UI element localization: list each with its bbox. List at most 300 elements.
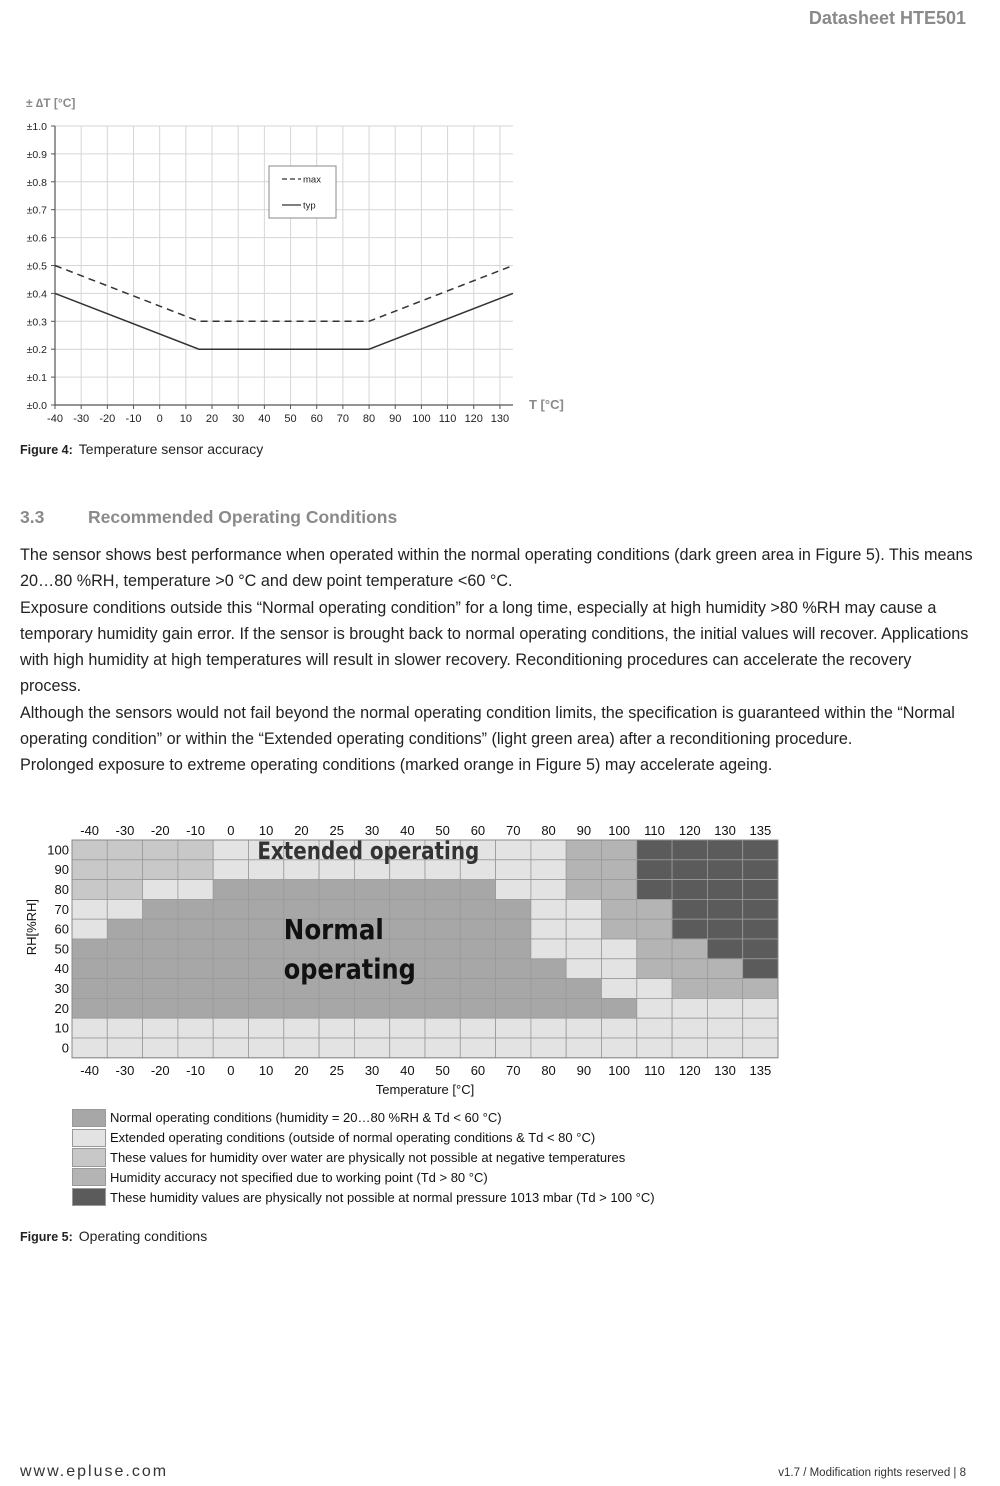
legend-swatch — [72, 1188, 106, 1206]
heatmap-cell — [531, 899, 566, 919]
heatmap-cell — [249, 880, 284, 900]
heatmap-cell — [672, 979, 707, 999]
annotation-normal: Normal — [283, 913, 384, 946]
y-tick-label: ±1.0 — [26, 121, 47, 133]
x-tick-label-bottom: 25 — [329, 1062, 344, 1078]
heatmap-cell — [178, 1038, 213, 1058]
heatmap-cell — [284, 1018, 319, 1038]
x-tick-label-top: -10 — [186, 823, 205, 838]
heatmap-cell — [602, 919, 637, 939]
x-tick-label-bottom: -20 — [150, 1062, 170, 1078]
heatmap-cell — [496, 899, 531, 919]
heatmap-cell — [143, 998, 178, 1018]
chart-legend — [269, 166, 336, 218]
x-tick-label: 100 — [412, 413, 431, 425]
x-tick-label-top: 40 — [400, 823, 415, 838]
heatmap-cell — [707, 1018, 742, 1038]
heatmap-cell — [602, 979, 637, 999]
heatmap-cell — [743, 939, 778, 959]
y-tick-label: 40 — [54, 961, 69, 977]
heatmap-cell — [637, 899, 672, 919]
heatmap-cell — [531, 1018, 566, 1038]
heatmap-cell — [425, 959, 460, 979]
x-tick-label-bottom: -30 — [115, 1062, 135, 1078]
heatmap-cell — [143, 880, 178, 900]
legend-label-typ: typ — [303, 200, 316, 212]
x-tick-label: 10 — [179, 413, 192, 425]
heatmap-cell — [496, 919, 531, 939]
legend-label: These values for humidity over water are physically not possible at negative temperatures — [110, 1149, 626, 1165]
heatmap-cell — [319, 880, 354, 900]
heatmap-cell — [637, 860, 672, 880]
heatmap-cell — [743, 1018, 778, 1038]
legend-label-max: max — [303, 174, 321, 186]
heatmap-cell — [637, 979, 672, 999]
heatmap-cell — [425, 899, 460, 919]
x-tick-label-top: 135 — [749, 823, 772, 838]
heatmap-cell — [531, 1038, 566, 1058]
heatmap-cell — [107, 979, 142, 999]
heatmap-cell — [707, 919, 742, 939]
heatmap-cell — [213, 979, 248, 999]
heatmap-cell — [390, 998, 425, 1018]
heatmap-cell — [72, 880, 107, 900]
heatmap-cell — [637, 1018, 672, 1038]
heatmap-cell — [531, 880, 566, 900]
y-tick-label: 10 — [54, 1020, 69, 1036]
x-tick-label-top: 0 — [227, 823, 235, 838]
legend-item — [72, 1108, 655, 1128]
y-tick-label: 30 — [54, 981, 69, 996]
heatmap-cell — [637, 919, 672, 939]
heatmap-cell — [460, 939, 495, 959]
heatmap-cell — [107, 959, 142, 979]
heatmap-cell — [213, 860, 248, 880]
heatmap-cell — [566, 840, 601, 860]
heatmap-cell — [496, 880, 531, 900]
annotation-operating: operating — [283, 952, 416, 986]
heatmap-cell — [354, 1018, 389, 1038]
y-tick-label: ±0.1 — [26, 372, 47, 385]
heatmap-cell — [425, 979, 460, 999]
heatmap-cell — [425, 939, 460, 959]
x-tick-label-top: 10 — [258, 823, 274, 838]
heatmap-cell — [249, 998, 284, 1018]
heatmap-cell — [425, 1018, 460, 1038]
x-tick-label-top: 50 — [435, 823, 450, 838]
heatmap-cell — [566, 919, 601, 939]
heatmap-cell — [107, 1038, 142, 1058]
heatmap-cell — [249, 939, 284, 959]
x-tick-label-bottom: -10 — [186, 1062, 205, 1078]
heatmap-cell — [672, 880, 707, 900]
heatmap-cell — [425, 1038, 460, 1058]
heatmap-cell — [72, 1038, 107, 1058]
heatmap-cell — [107, 1018, 142, 1038]
heatmap-cell — [602, 939, 637, 959]
heatmap-cell — [531, 959, 566, 979]
y-tick-label: ±0.9 — [26, 148, 47, 161]
heatmap-cell — [178, 998, 213, 1018]
heatmap-cell — [566, 1018, 601, 1038]
heatmap-cell — [143, 959, 178, 979]
heatmap-cell — [707, 998, 742, 1018]
heatmap-cell — [178, 1018, 213, 1038]
heatmap-cell — [390, 880, 425, 900]
heatmap-cell — [531, 919, 566, 939]
heatmap-cell — [602, 899, 637, 919]
x-tick-label: 40 — [258, 413, 271, 425]
x-tick-label-top: 20 — [294, 823, 309, 838]
heatmap-cell — [637, 880, 672, 900]
heatmap-cell — [707, 899, 742, 919]
x-tick-label: 120 — [464, 413, 483, 425]
y-tick-label: ±0.6 — [26, 232, 47, 245]
heatmap-cell — [672, 840, 707, 860]
heatmap-cell — [743, 840, 778, 860]
heatmap-cell — [496, 1018, 531, 1038]
heatmap-cell — [672, 939, 707, 959]
legend-label: These humidity values are physically not possible at normal pressure 1013 mbar (Td > 100 °C) — [110, 1189, 655, 1205]
heatmap-cell — [72, 979, 107, 999]
heatmap-cell — [602, 880, 637, 900]
legend-item — [72, 1148, 655, 1168]
x-tick-label-bottom: 60 — [470, 1062, 486, 1078]
heatmap-cell — [566, 959, 601, 979]
heatmap-cell — [354, 1038, 389, 1058]
heatmap-cell — [637, 1038, 672, 1058]
paragraph: The sensor shows best performance when operated within the normal operating conditions (dark green area in Figure 5). This means 20…80 %RH, temperature >0 °C and dew point temperature <60 °C. — [20, 546, 973, 591]
x-tick-label-bottom: 10 — [258, 1062, 274, 1078]
figure5-label: Figure 5: — [20, 1230, 73, 1244]
heatmap-cell — [143, 979, 178, 999]
heatmap-cell — [672, 919, 707, 939]
x-tick-label: -30 — [73, 413, 90, 425]
x-tick-label-top: 25 — [329, 823, 344, 838]
legend-swatch — [72, 1148, 106, 1166]
y-tick-label: ±0.0 — [26, 400, 47, 412]
heatmap-cell — [284, 880, 319, 900]
heatmap-cell — [178, 860, 213, 880]
heatmap-cell — [460, 919, 495, 939]
heatmap-cell — [178, 880, 213, 900]
legend-swatch — [72, 1168, 106, 1186]
heatmap-cell — [72, 959, 107, 979]
y-tick-label: ±0.7 — [26, 204, 47, 217]
temperature-accuracy-chart — [0, 90, 600, 435]
x-tick-label-bottom: 135 — [749, 1062, 772, 1078]
legend-swatch — [72, 1129, 106, 1147]
heatmap-cell — [743, 899, 778, 919]
x-axis-title: Temperature [°C] — [375, 1081, 475, 1097]
heatmap-cell — [390, 899, 425, 919]
heatmap-cell — [637, 939, 672, 959]
y-tick-label: ±0.5 — [26, 260, 47, 273]
heatmap-cell — [178, 919, 213, 939]
x-tick-label: 20 — [205, 413, 219, 425]
x-tick-label-top: -40 — [80, 823, 100, 838]
heatmap-cell — [531, 840, 566, 860]
heatmap-cell — [72, 860, 107, 880]
heatmap-cell — [72, 1018, 107, 1038]
heatmap-cell — [284, 1038, 319, 1058]
heatmap-cell — [213, 880, 248, 900]
heatmap-cell — [213, 899, 248, 919]
legend-label: Normal operating conditions (humidity = 20…80 %RH & Td < 60 °C) — [110, 1110, 502, 1126]
heatmap-cell — [72, 899, 107, 919]
x-tick-label-top: 130 — [714, 823, 736, 838]
section-heading — [20, 507, 397, 528]
heatmap-cell — [107, 919, 142, 939]
x-tick-label-bottom: 130 — [714, 1062, 736, 1078]
heatmap-cell — [602, 1038, 637, 1058]
x-tick-label-bottom: 40 — [400, 1062, 415, 1078]
x-tick-label-bottom: 80 — [541, 1062, 556, 1078]
heatmap-cell — [496, 939, 531, 959]
section-body — [20, 542, 975, 779]
x-tick-label-top: -20 — [150, 823, 170, 838]
heatmap-cell — [707, 880, 742, 900]
heatmap-cell — [743, 1038, 778, 1058]
heatmap-cell — [107, 899, 142, 919]
heatmap-cell — [707, 979, 742, 999]
x-tick-label-bottom: 0 — [227, 1062, 235, 1078]
heatmap-cell — [72, 939, 107, 959]
x-tick-label-bottom: 20 — [294, 1062, 309, 1078]
heatmap-cell — [72, 998, 107, 1018]
y-tick-label: 80 — [54, 882, 69, 897]
y-tick-label: 50 — [54, 941, 69, 957]
y-tick-label: ±0.4 — [26, 288, 47, 301]
heatmap-cell — [213, 840, 248, 860]
heatmap-cell — [390, 919, 425, 939]
heatmap-cell — [143, 840, 178, 860]
heatmap-cell — [143, 919, 178, 939]
heatmap-cell — [743, 998, 778, 1018]
x-tick-label: -40 — [47, 413, 63, 425]
heatmap-cell — [390, 1038, 425, 1058]
heatmap-cell — [496, 840, 531, 860]
heatmap-cell — [249, 1018, 284, 1038]
x-tick-label-bottom: 100 — [608, 1062, 631, 1078]
heatmap-cell — [107, 998, 142, 1018]
x-tick-label: 80 — [362, 413, 376, 425]
x-tick-label-top: 30 — [364, 823, 380, 838]
heatmap-cell — [566, 860, 601, 880]
annotation-extended: Extended operating — [257, 836, 480, 865]
heatmap-cell — [637, 959, 672, 979]
paragraph: Although the sensors would not fail beyond the normal operating condition limits, the specification is guaranteed within the “Normal operating condition” or within the “Extended operating conditions” (light green area) after a reconditioning procedure. — [20, 703, 955, 749]
x-tick-label-bottom: 120 — [678, 1062, 701, 1078]
section-title: Recommended Operating Conditions — [88, 507, 398, 527]
heatmap-cell — [354, 880, 389, 900]
y-tick-label: 100 — [47, 842, 69, 858]
heatmap-cell — [143, 939, 178, 959]
heatmap-cell — [672, 1018, 707, 1038]
figure5-caption — [20, 1228, 207, 1244]
heatmap-cell — [496, 979, 531, 999]
legend-item — [72, 1167, 655, 1187]
x-tick-label-top: 110 — [644, 823, 665, 838]
heatmap-cell — [743, 959, 778, 979]
heatmap-cell — [143, 860, 178, 880]
y-tick-label: 60 — [54, 921, 69, 937]
heatmap-cell — [178, 939, 213, 959]
heatmap-cell — [249, 1038, 284, 1058]
heatmap-cell — [743, 860, 778, 880]
heatmap-cell — [213, 919, 248, 939]
heatmap-cell — [496, 1038, 531, 1058]
x-tick-label-top: 80 — [541, 823, 556, 838]
y-tick-label: 20 — [54, 1000, 69, 1016]
heatmap-cell — [602, 1018, 637, 1038]
heatmap-cell — [672, 899, 707, 919]
legend-label: Extended operating conditions (outside of normal operating conditions & Td < 80 °C) — [110, 1130, 596, 1146]
x-tick-label: 90 — [389, 413, 402, 425]
heatmap-cell — [460, 998, 495, 1018]
heatmap-cell — [107, 840, 142, 860]
heatmap-cell — [460, 899, 495, 919]
legend-swatch — [72, 1109, 106, 1127]
y-tick-label: ±0.2 — [26, 344, 47, 357]
heatmap-cell — [531, 998, 566, 1018]
heatmap-cell — [531, 939, 566, 959]
heatmap-cell — [107, 880, 142, 900]
figure4-caption — [20, 441, 263, 457]
heatmap-cell — [213, 1018, 248, 1038]
heatmap-cell — [672, 998, 707, 1018]
x-tick-label: 50 — [284, 413, 297, 425]
heatmap-cell — [531, 860, 566, 880]
heatmap-cell — [213, 959, 248, 979]
x-tick-label-top: -30 — [115, 823, 135, 838]
heatmap-cell — [249, 919, 284, 939]
heatmap-cell — [107, 939, 142, 959]
heatmap-cell — [143, 1038, 178, 1058]
paragraph: Exposure conditions outside this “Normal operating condition” for a long time, especially at high humidity >80 %RH may cause a temporary humidity gain error. If the sensor is brought back to normal operating conditions, the initial values will recover. Applications with high humidity at high temperatures will result in slower recovery. Reconditioning procedures can accelerate the recovery process. — [20, 598, 969, 696]
footer-website-link[interactable]: www.epluse.com — [20, 1463, 169, 1480]
figure4-label: Figure 4: — [20, 443, 73, 457]
document-title: Datasheet HTE501 — [808, 8, 966, 28]
heatmap-cell — [566, 979, 601, 999]
heatmap-cell — [460, 1018, 495, 1038]
section-number: 3.3 — [20, 507, 45, 527]
heatmap-cell — [72, 840, 107, 860]
heatmap-cell — [143, 899, 178, 919]
heatmap-cell — [707, 939, 742, 959]
heatmap-cell — [496, 998, 531, 1018]
x-tick-label: -10 — [125, 413, 142, 425]
heatmap-cell — [707, 959, 742, 979]
heatmap-cell — [566, 998, 601, 1018]
heatmap-cell — [390, 1018, 425, 1038]
heatmap-cell — [496, 959, 531, 979]
y-tick-label: ±0.3 — [26, 316, 47, 329]
operating-conditions-heatmap — [0, 818, 800, 1103]
heatmap-cell — [319, 1018, 354, 1038]
x-axis-title: T [°C] — [529, 397, 564, 412]
heatmap-cell — [284, 998, 319, 1018]
x-tick-label: 110 — [438, 413, 457, 425]
x-tick-label-bottom: 50 — [435, 1062, 450, 1078]
heatmap-cell — [672, 959, 707, 979]
x-tick-label-bottom: 30 — [364, 1062, 380, 1078]
heatmap-cell — [425, 919, 460, 939]
legend-label: Humidity accuracy not specified due to working point (Td > 80 °C) — [110, 1169, 488, 1185]
heatmap-cell — [143, 1018, 178, 1038]
heatmap-cell — [637, 998, 672, 1018]
heatmap-cell — [707, 860, 742, 880]
heatmap-cell — [743, 919, 778, 939]
heatmap-cell — [319, 1038, 354, 1058]
y-tick-label: ±0.8 — [26, 176, 47, 189]
heatmap-cell — [531, 979, 566, 999]
heatmap-cell — [672, 860, 707, 880]
heatmap-cell — [496, 860, 531, 880]
x-tick-label-bottom: 90 — [576, 1062, 592, 1078]
y-tick-label: 0 — [61, 1040, 69, 1056]
heatmap-cell — [249, 959, 284, 979]
x-tick-label: 30 — [232, 413, 245, 425]
y-tick-label: 70 — [54, 901, 69, 917]
heatmap-cell — [602, 840, 637, 860]
x-tick-label-top: 60 — [470, 823, 486, 838]
heatmap-cell — [707, 840, 742, 860]
x-tick-label: 70 — [336, 413, 350, 425]
heatmap-cell — [566, 880, 601, 900]
x-tick-label: 130 — [490, 413, 510, 425]
heatmap-cell — [460, 880, 495, 900]
heatmap-cell — [178, 959, 213, 979]
heatmap-cell — [213, 939, 248, 959]
x-tick-label-top: 70 — [506, 823, 521, 838]
y-axis-title: ± ∆T [°C] — [26, 96, 76, 110]
heatmap-cell — [213, 998, 248, 1018]
heatmap-cell — [602, 998, 637, 1018]
x-tick-label-bottom: -40 — [80, 1062, 100, 1078]
x-tick-label-top: 100 — [608, 823, 631, 838]
heatmap-cell — [354, 998, 389, 1018]
heatmap-cell — [178, 840, 213, 860]
heatmap-cell — [460, 979, 495, 999]
x-tick-label: 0 — [156, 413, 163, 425]
x-tick-label-top: 120 — [678, 823, 701, 838]
heatmap-cell — [249, 899, 284, 919]
paragraph: Prolonged exposure to extreme operating conditions (marked orange in Figure 5) may accelerate ageing. — [20, 756, 773, 775]
heatmap-cell — [602, 959, 637, 979]
y-tick-label: 90 — [54, 862, 69, 878]
heatmap-cell — [707, 1038, 742, 1058]
heatmap-cell — [178, 979, 213, 999]
heatmap-legend — [72, 1108, 655, 1207]
legend-item — [72, 1128, 655, 1148]
heatmap-cell — [107, 860, 142, 880]
heatmap-cell — [743, 880, 778, 900]
legend-item — [72, 1187, 655, 1207]
figure5-caption-text: Operating conditions — [78, 1228, 208, 1244]
heatmap-cell — [425, 880, 460, 900]
x-tick-label-top: 90 — [576, 823, 592, 838]
heatmap-cell — [178, 899, 213, 919]
heatmap-cell — [637, 840, 672, 860]
heatmap-cell — [460, 1038, 495, 1058]
heatmap-cell — [213, 1038, 248, 1058]
x-tick-label: -20 — [99, 413, 116, 425]
heatmap-cell — [319, 998, 354, 1018]
x-tick-label-bottom: 70 — [506, 1062, 521, 1078]
heatmap-cell — [566, 1038, 601, 1058]
figure4-caption-text: Temperature sensor accuracy — [78, 441, 264, 457]
